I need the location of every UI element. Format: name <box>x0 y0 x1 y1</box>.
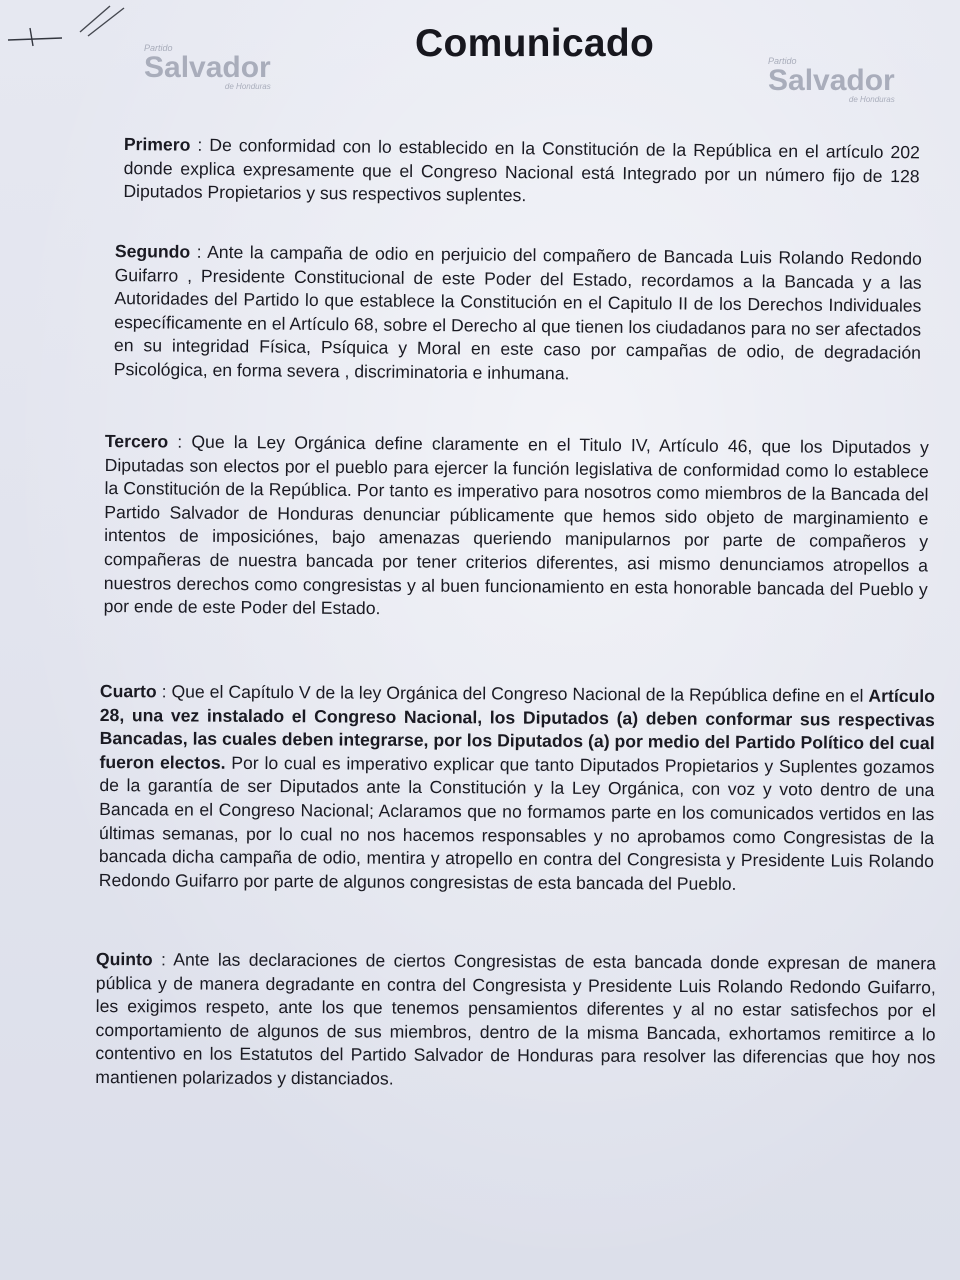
logo-main-text: Salvador <box>768 64 895 97</box>
pen-marks <box>0 0 140 60</box>
paragraph-text: : Ante las declaraciones de ciertos Congresistas de esta bancada donde expresan de manera pública y de manera degradante en contra del Congresista y Presidente Luis Rolando Redondo Guifarro, les exigimos respeto, ante los que tenemos pensamientos diferentes y al no estar satisfechos por el comportamiento de algunos de sus miembros, dentro de la misma Bancada, exhortamos remitirce a lo contentivo en los Estatutos del Partido Salvador de Honduras para resolver las diferencias que hoy nos mantienen polarizados y distanciados. <box>95 949 936 1089</box>
paragraph-cuarto <box>99 680 935 897</box>
paragraph-text: Por lo cual es imperativo explicar que tanto Diputados Propietarios y Suplentes gozamos de la garantía de ser Diputados ante la Constitución y la Ley Orgánica, con voz y voto dentro de una Bancada en el Congreso Nacional; Aclaramos que no formamos parte en los comunicados vertidos en las últimas semanas, por lo cual no nos hacemos responsables y no aprobamos como Congresistas de la bancada dicha campaña de odio, mentira y atropello en contra del Congresista y Presidente Luis Rolando Redondo Guifarro por parte de algunos congresistas de esta bancada del Pueblo. <box>98 752 935 894</box>
paragraph-lead: Tercero <box>104 430 169 452</box>
paragraph-lead: Segundo <box>114 240 191 262</box>
party-logo-left <box>144 44 271 91</box>
paragraph-quinto <box>95 948 936 1094</box>
paragraph-primero <box>123 133 920 212</box>
paragraph-bold-text: Artículo 28, una vez instalado el Congreso Nacional, los Diputados (a) deben conformar sus respectivas Bancadas, las cuales deben integrarse, por los Diputados (a) por medio del Partido Político del cual fueron electos. <box>99 685 935 773</box>
document-title: Comunicado <box>415 22 655 65</box>
logo-sub-text: de Honduras <box>224 82 271 91</box>
logo-sub-text: de Honduras <box>848 95 895 104</box>
paragraph-text: : Ante la campaña de odio en perjuicio del compañero de Bancada Luis Rolando Redondo Guifarro , Presidente Constitucional de este Poder del Estado, recordamos a la Bancada y a las Autoridades del Partido lo que establece la Constitución en el Capitulo II de los Derechos Individuales específicamente en el Artículo 68, sobre el Derecho al que tienen los ciudadanos para no ser afectados en su integridad Física, Psíquica y Moral en este caso por campañas de odio, de degradación Psicológica, en forma severa , discriminatoria e inhumana. <box>113 241 922 384</box>
logo-top-text: Partido <box>144 43 173 53</box>
paragraph-tercero <box>104 430 929 625</box>
paragraph-lead: Cuarto <box>99 681 157 702</box>
paragraph-lead: Quinto <box>95 949 153 970</box>
paragraph-text: : Que la Ley Orgánica define claramente en el Titulo IV, Artículo 46, que los Diputados y Diputadas son electos por el pueblo para ejercer la función legislativa de conformidad como lo establece la Constitución de la República. Por tanto es imperativo para nosotros como miembros de la Bancada del Partido Salvador de Honduras denunciar públicamente que hemos sido objeto de marginamiento e intentos de imposiciónes, bajo amenazas queriendo manipularnos por parte de compañeros y compañeras de nuestra bancada por tener criterios diferentes, asi mismo denunciamos atropellos a nuestros derechos como congresistas y al buen funcionamiento en esta honorable bancada del Pueblo y por ende de este Poder del Estado. <box>103 431 929 619</box>
paragraph-text: : Que el Capítulo V de la ley Orgánica del Congreso Nacional de la República define en el <box>156 681 869 706</box>
paragraph-lead: Primero <box>123 133 191 155</box>
logo-main-text: Salvador <box>144 51 271 84</box>
logo-top-text: Partido <box>768 56 797 66</box>
paragraph-segundo <box>114 240 922 389</box>
party-logo-right <box>768 57 895 104</box>
paragraph-text: : De conformidad con lo establecido en la Constitución de la República en el artículo 202 donde explica expresamente que el Congreso Nacional está Integrado por un número fijo de 128 Diputados Propietarios y sus respectivos suplentes. <box>123 134 920 206</box>
